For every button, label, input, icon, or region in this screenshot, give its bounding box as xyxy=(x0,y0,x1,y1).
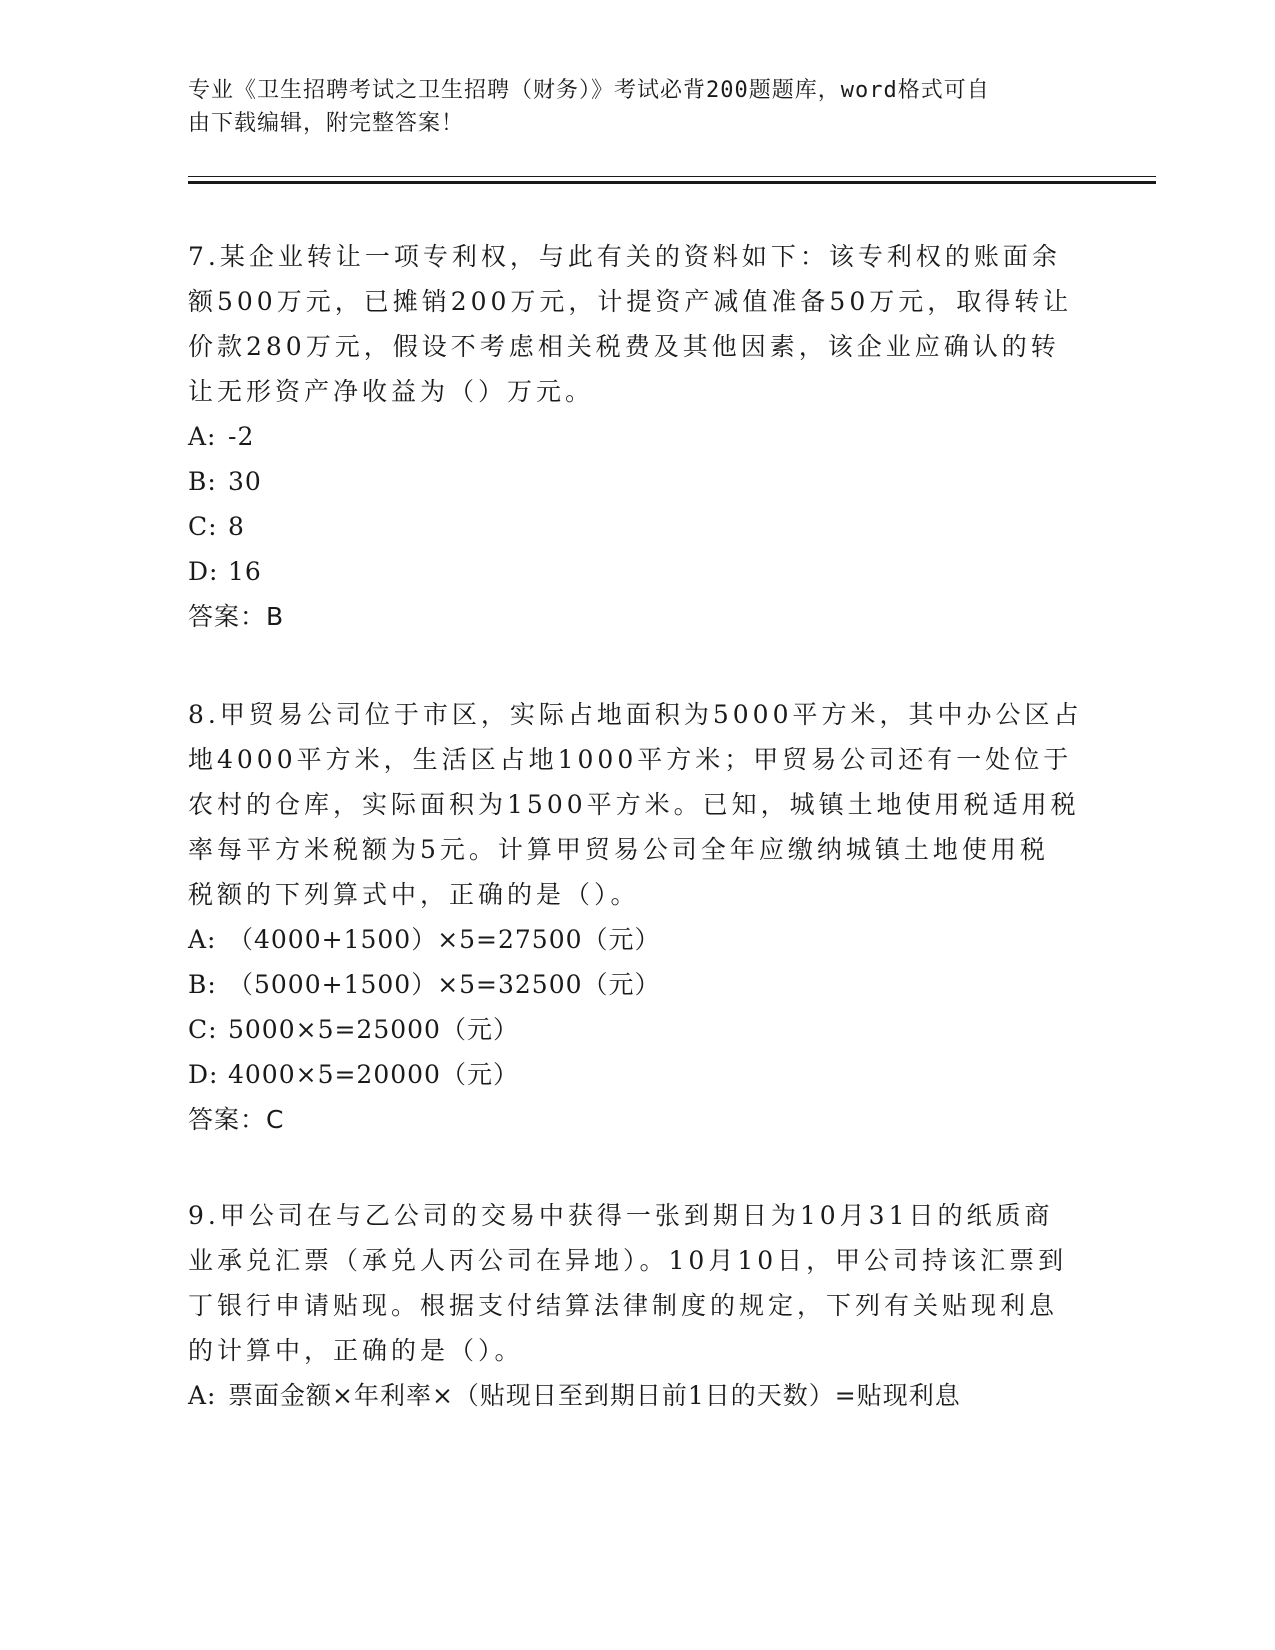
option-text: （4000+1500）×5=27500（元） xyxy=(228,925,661,954)
question-stem-line: 地4000平方米，生活区占地1000平方米；甲贸易公司还有一处位于 xyxy=(188,745,1073,774)
option-label: C: xyxy=(188,512,218,541)
option-label: B: xyxy=(188,467,217,496)
option-label: C: xyxy=(188,1015,218,1044)
option-label: A: xyxy=(188,1381,217,1410)
question-stem-line: 率每平方米税额为5元。计算甲贸易公司全年应缴纳城镇土地使用税 xyxy=(188,835,1049,864)
option-text: -2 xyxy=(228,422,255,451)
header-divider-thin xyxy=(188,176,1156,177)
option-label: D: xyxy=(188,557,219,586)
option-c xyxy=(188,1007,1088,1052)
question-stem-line: 让无形资产净收益为（）万元。 xyxy=(188,377,595,406)
option-label: A: xyxy=(188,422,217,451)
option-text: （5000+1500）×5=32500（元） xyxy=(228,970,661,999)
option-label: B: xyxy=(188,970,217,999)
question-stem-line: 丁银行申请贴现。根据支付结算法律制度的规定，下列有关贴现利息 xyxy=(188,1291,1059,1320)
option-a xyxy=(188,1373,1088,1418)
question-stem-line: 业承兑汇票（承兑人丙公司在异地）。10月10日，甲公司持该汇票到 xyxy=(188,1246,1068,1275)
option-text: 票面金额×年利率×（贴现日至到期日前1日的天数）=贴现利息 xyxy=(228,1381,961,1410)
option-label: D: xyxy=(188,1060,219,1089)
option-text: 4000×5=20000（元） xyxy=(228,1060,519,1089)
question-stem-line: 额500万元，已摊销200万元，计提资产减值准备50万元，取得转让 xyxy=(188,287,1073,316)
question-stem-line: 7.某企业转让一项专利权，与此有关的资料如下：该专利权的账面余 xyxy=(188,242,1061,271)
answer-line: 答案：C xyxy=(188,1105,285,1134)
question-8 xyxy=(188,692,1088,1142)
option-d xyxy=(188,1052,1088,1097)
option-text: 30 xyxy=(228,467,262,496)
question-stem-line: 9.甲公司在与乙公司的交易中获得一张到期日为10月31日的纸质商 xyxy=(188,1201,1054,1230)
option-text: 5000×5=25000（元） xyxy=(228,1015,519,1044)
option-b xyxy=(188,459,1088,504)
header-line-2: 由下载编辑，附完整答案！ xyxy=(188,111,465,136)
question-stem-line: 农村的仓库，实际面积为1500平方米。已知，城镇土地使用税适用税 xyxy=(188,790,1080,819)
header-line-1: 专业《卫生招聘考试之卫生招聘（财务）》考试必背200题题库，word格式可自 xyxy=(188,78,990,103)
question-stem-line: 税额的下列算式中，正确的是（）。 xyxy=(188,880,640,909)
question-stem-line: 的计算中，正确的是（）。 xyxy=(188,1336,524,1365)
question-stem-line: 价款280万元，假设不考虑相关税费及其他因素，该企业应确认的转 xyxy=(188,332,1060,361)
option-c xyxy=(188,504,1088,549)
document-header xyxy=(188,74,1088,140)
question-9 xyxy=(188,1193,1088,1418)
option-label: A: xyxy=(188,925,217,954)
answer-line: 答案：B xyxy=(188,602,285,631)
option-text: 16 xyxy=(228,557,262,586)
question-7 xyxy=(188,234,1088,639)
option-d xyxy=(188,549,1088,594)
header-divider-thick xyxy=(188,181,1156,184)
question-stem-line: 8.甲贸易公司位于市区，实际占地面积为5000平方米，其中办公区占 xyxy=(188,700,1083,729)
option-text: 8 xyxy=(228,512,245,541)
option-a xyxy=(188,917,1088,962)
option-b xyxy=(188,962,1088,1007)
option-a xyxy=(188,414,1088,459)
